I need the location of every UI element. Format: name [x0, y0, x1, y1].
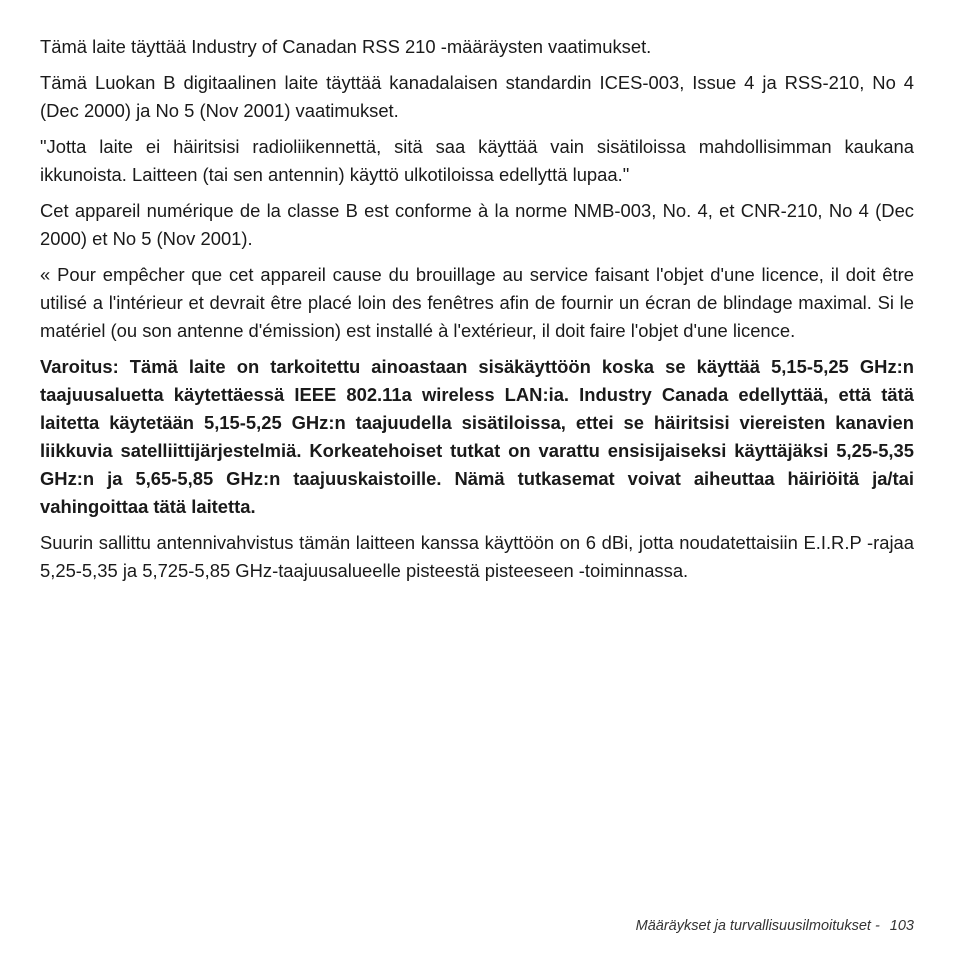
page-number: 103 [889, 918, 914, 934]
page-footer [636, 918, 914, 934]
paragraph-nmb-003-fr: Cet appareil numérique de la classe B est conforme à la norme NMB-003, No. 4, et CNR-210, No 4 (Dec 2000) et No 5 (Nov 2001). [40, 200, 914, 249]
footer-section-title: Määräykset ja turvallisuusilmoitukset - [635, 918, 880, 934]
paragraph-ices-003: Tämä Luokan B digitaalinen laite täyttää kanadalaisen standardin ICES-003, Issue 4 ja RSS-210, No 4 (Dec 2000) ja No 5 (Nov 2001) vaatimukset. [40, 72, 914, 121]
paragraph-radio-interference-fi: "Jotta laite ei häiritsisi radioliikennettä, sitä saa käyttää vain sisätiloissa mahdollisimman kaukana ikkunoista. Laitteen (tai sen antennin) käyttö ulkotiloissa edellyttä lupaa." [40, 136, 914, 185]
paragraph-industry-canada-rss210: Tämä laite täyttää Industry of Canadan RSS 210 -määräysten vaatimukset. [40, 36, 652, 57]
paragraph-warning: Varoitus: Tämä laite on tarkoitettu ainoastaan sisäkäyttöön koska se käyttää 5,15-5,25 GHz:n taajuusaluetta käytettäessä IEEE 802.11a wireless LAN:ia. Industry Canada edellyttää, että tätä laitetta käytetään 5,15-5,25 GHz:n taajuudella sisätiloissa, ettei se häiritsisi viereisten kanavien liikkuvia satelliittijärjestelmiä. Korkeatehoiset tutkat on varattu ensisijaiseksi käyttäjäksi 5,25-5,35 GHz:n ja 5,65-5,85 GHz:n taajuuskaistoille. Nämä tutkasemat voivat aiheuttaa häiriöitä ja/tai vahingoittaa tätä laitetta. [40, 356, 914, 517]
paragraph-brouillage-fr: « Pour empêcher que cet appareil cause du brouillage au service faisant l'objet d'une licence, il doit être utilisé a l'intérieur et devrait être placé loin des fenêtres afin de fournir un écran de blindage maximal. Si le matériel (ou son antenne d'émission) est installé à l'extérieur, il doit faire l'objet d'une licence. [40, 264, 914, 341]
paragraph-antenna-gain: Suurin sallittu antennivahvistus tämän laitteen kanssa käyttöön on 6 dBi, jotta noudatettaisiin E.I.R.P -rajaa 5,25-5,35 ja 5,725-5,85 GHz-taajuusalueelle pisteestä pisteeseen -toiminnassa. [40, 532, 914, 581]
document-body [40, 33, 914, 593]
